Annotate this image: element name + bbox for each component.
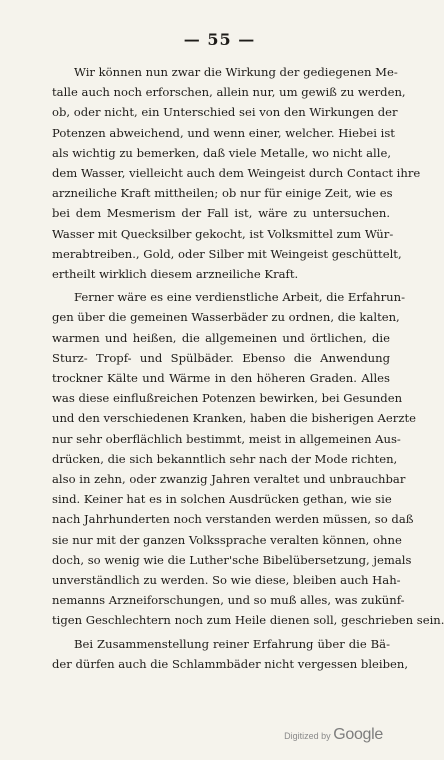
text-line: trockner Kälte und Wärme in den höheren Graden. Alles	[52, 371, 390, 386]
text-line: tigen Geschlechtern noch zum Heile dienen soll, geschrieben sein.	[52, 613, 444, 628]
text-line: unverständlich zu werden. So wie diese, bleiben auch Hah-	[52, 573, 401, 588]
text-line: Potenzen abweichend, und wenn einer, welcher. Hiebei ist	[52, 125, 395, 140]
text-line: warmen und heißen, die allgemeinen und örtlichen, die	[52, 330, 390, 345]
text-line: sind. Keiner hat es in solchen Ausdrücken gethan, wie sie	[52, 492, 392, 507]
text-line: Wir können nun zwar die Wirkung der gediegenen Me-	[74, 65, 398, 79]
watermark-brand: Google	[333, 726, 383, 743]
text-line: merabtreiben., Gold, oder Silber mit Weingeist geschüttelt,	[52, 246, 402, 261]
text-line: und den verschiedenen Kranken, haben die bisherigen Aerzte	[52, 411, 416, 426]
text-line: ob, oder nicht, ein Unterschied sei von den Wirkungen der	[52, 105, 398, 120]
body-text	[52, 62, 444, 677]
text-line: bei dem Mesmerism der Fall ist, wäre zu untersuchen.	[52, 206, 390, 221]
digitized-watermark	[284, 726, 383, 744]
text-line: also in zehn, oder zwanzig Jahren veraltet und unbrauchbar	[52, 472, 406, 487]
watermark-prefix: Digitized by	[284, 731, 331, 741]
text-line: nur sehr oberflächlich bestimmt, meist in allgemeinen Aus-	[52, 431, 401, 446]
text-line: als wichtig zu bemerken, daß viele Metalle, wo nicht alle,	[52, 145, 392, 160]
text-line: der dürfen auch die Schlammbäder nicht vergessen bleiben,	[52, 656, 409, 671]
paragraph	[52, 62, 421, 284]
text-line: nach Jahrhunderten noch verstanden werden müssen, so daß	[52, 512, 414, 527]
text-line: gen über die gemeinen Wasserbäder zu ordnen, die kalten,	[52, 310, 400, 325]
page-number: — 55 —	[183, 30, 256, 49]
paragraph	[52, 287, 444, 630]
text-line: Ferner wäre es eine verdienstliche Arbeit, die Erfahrun-	[74, 290, 405, 305]
paragraph	[52, 634, 409, 674]
text-line: ertheilt wirklich diesem arzneiliche Kraft.	[52, 267, 299, 282]
text-line: Sturz- Tropf- und Spülbäder. Ebenso die Anwendung	[52, 350, 390, 365]
text-line: Bei Zusammenstellung reiner Erfahrung über die Bä-	[74, 636, 390, 651]
text-line: doch, so wenig wie die Luther'sche Bibelübersetzung, jemals	[52, 552, 412, 567]
text-line: sie nur mit der ganzen Volkssprache veralten können, ohne	[52, 532, 402, 547]
text-line: drücken, die sich bekanntlich sehr nach der Mode richten,	[52, 451, 398, 466]
text-line: arzneiliche Kraft mittheilen; ob nur für einige Zeit, wie es	[52, 186, 393, 201]
text-line: was diese einflußreichen Potenzen bewirken, bei Gesunden	[52, 391, 403, 406]
text-line: dem Wasser, vielleicht auch dem Weingeist durch Contact ihre	[52, 166, 421, 181]
text-line: Wasser mit Quecksilber gekocht, ist Volksmittel zum Wür-	[52, 226, 394, 241]
text-line: talle auch noch erforschen, allein nur, um gewiß zu werden,	[52, 85, 406, 100]
text-line: nemanns Arzneiforschungen, und so muß alles, was zukünf-	[52, 593, 405, 608]
